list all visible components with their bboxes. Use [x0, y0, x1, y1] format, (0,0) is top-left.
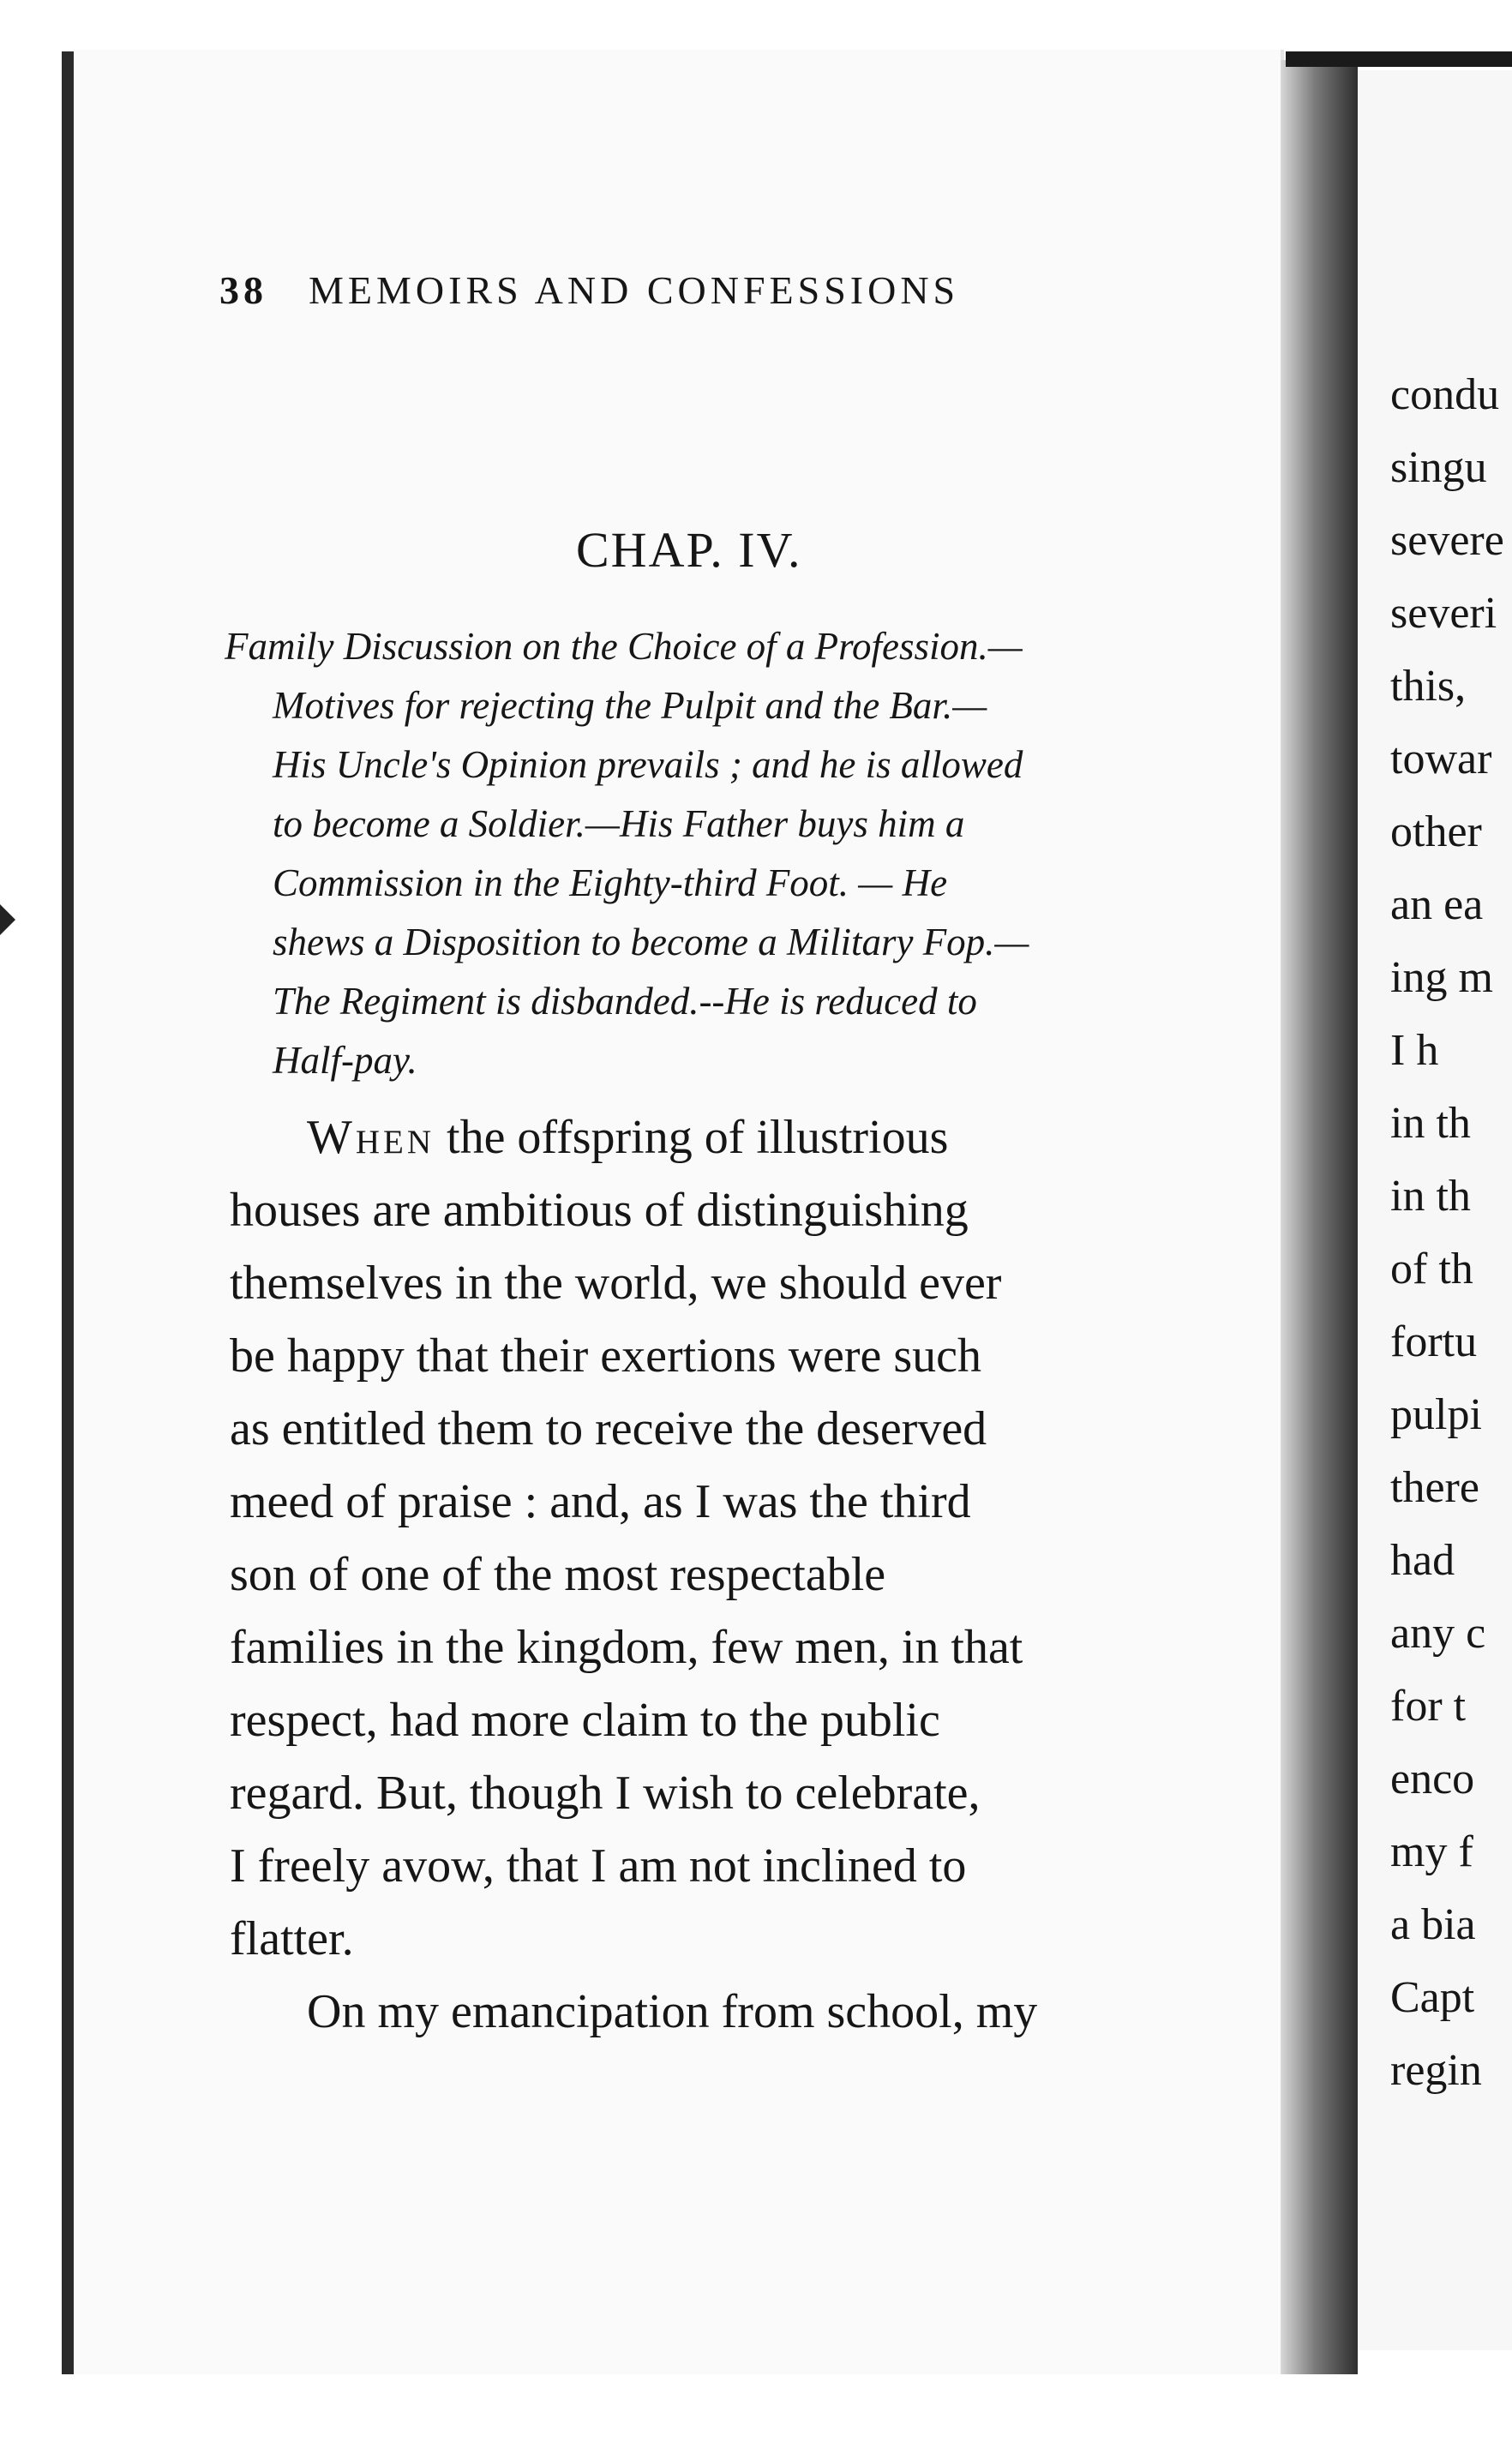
facing-line: in th — [1390, 1172, 1471, 1221]
summary-line: Half-pay. — [273, 1039, 417, 1082]
summary-line: The Regiment is disbanded.--He is reduced to — [273, 980, 977, 1023]
facing-line: I h — [1390, 1026, 1439, 1075]
facing-line: Capt — [1390, 1973, 1475, 2022]
body-line: be happy that their exertions were such — [230, 1329, 982, 1383]
facing-line: regin — [1390, 2046, 1482, 2095]
facing-line: other — [1390, 807, 1482, 856]
page-number: 38 — [219, 268, 267, 312]
body-line: themselves in the world, we should ever — [230, 1257, 1002, 1310]
summary-line: Motives for rejecting the Pulpit and the Bar.— — [273, 684, 987, 727]
facing-line: of th — [1390, 1245, 1473, 1293]
facing-line: pulpi — [1390, 1390, 1482, 1439]
facing-line: singu — [1390, 443, 1487, 492]
running-head-title: MEMOIRS AND CONFESSIONS — [309, 268, 960, 312]
facing-line: any c — [1390, 1609, 1486, 1658]
body-line: flatter. — [230, 1912, 354, 1965]
facing-line: condu — [1390, 370, 1500, 419]
summary-line: shews a Disposition to become a Military Fop.— — [273, 921, 1029, 963]
summary-line: Family Discussion on the Choice of a Profession.— — [225, 625, 1023, 668]
facing-page-top-edge — [1286, 51, 1512, 67]
facing-line: this, — [1390, 662, 1467, 711]
facing-line: my f — [1390, 1827, 1473, 1876]
facing-line: had — [1390, 1536, 1455, 1585]
facing-line: towar — [1390, 735, 1492, 783]
body-line: as entitled them to receive the deserved — [230, 1402, 987, 1455]
facing-page-text — [1390, 358, 1512, 2107]
chapter-title: CHAP. IV. — [576, 522, 802, 578]
body-line: meed of praise : and, as I was the third — [230, 1475, 971, 1528]
summary-line: His Uncle's Opinion prevails ; and he is allowed — [273, 743, 1023, 786]
body-line: houses are ambitious of distinguishing — [230, 1184, 969, 1237]
opening-word: When — [307, 1111, 435, 1164]
summary-line: to become a Soldier.—His Father buys him a — [273, 802, 965, 845]
facing-line: in th — [1390, 1099, 1471, 1148]
summary-line: Commission in the Eighty-third Foot. — He — [273, 861, 948, 904]
facing-line: enco — [1390, 1755, 1475, 1803]
facing-line: ing m — [1390, 953, 1493, 1002]
running-head — [219, 267, 1171, 319]
body-line: regard. But, though I wish to celebrate, — [230, 1767, 981, 1820]
body-line: son of one of the most respectable — [230, 1548, 886, 1601]
body-line — [230, 1101, 1237, 1174]
facing-line: an ea — [1390, 880, 1484, 929]
chapter-summary — [225, 617, 1253, 1090]
facing-line: severi — [1390, 589, 1497, 638]
facing-line: for t — [1390, 1682, 1467, 1731]
facing-line: severe — [1390, 516, 1504, 565]
body-line: I freely avow, that I am not inclined to — [230, 1839, 967, 1893]
body-paragraphs — [230, 1101, 1237, 2049]
margin-arrow-mark — [0, 904, 15, 935]
body-line-text: the offspring of illustrious — [435, 1111, 949, 1164]
facing-line: a bia — [1390, 1900, 1476, 1949]
facing-line: fortu — [1390, 1317, 1478, 1366]
body-line: families in the kingdom, few men, in that — [230, 1621, 1023, 1674]
gutter-shadow — [1281, 60, 1358, 2374]
scan-margin — [0, 0, 69, 2460]
page-edge-shadow — [62, 51, 74, 2374]
body-line: respect, had more claim to the public — [230, 1694, 940, 1747]
body-line: On my emancipation from school, my — [307, 1985, 1038, 2038]
facing-line: there — [1390, 1463, 1479, 1512]
